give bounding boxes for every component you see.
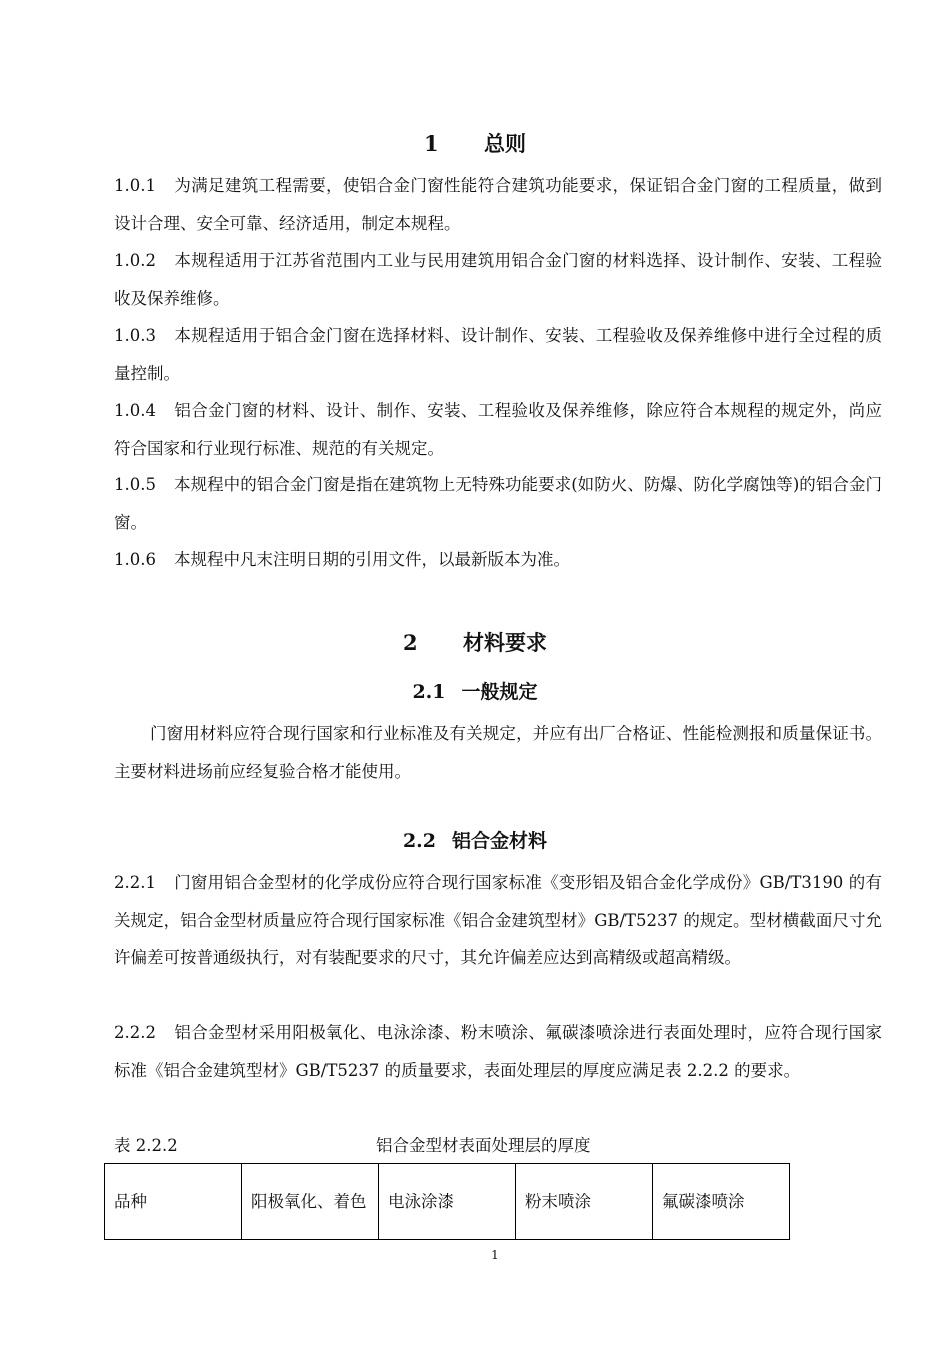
clause-text: 本规程适用于江苏省范围内工业与民用建筑用铝合金门窗的材料选择、设计制作、安装、工程验收及保养维修。 — [114, 251, 882, 308]
section-title: 铝合金材料 — [452, 830, 548, 852]
clause-1-0-6 — [114, 541, 882, 579]
clause-number: 1.0.1 — [114, 176, 156, 195]
clause-1-0-1 — [114, 167, 882, 242]
section-number: 2.1 — [412, 681, 446, 703]
clause-1-0-2 — [114, 242, 882, 317]
chapter-title: 总则 — [484, 131, 526, 156]
table-cell: 阳极氧化、着色 — [242, 1164, 379, 1240]
chapter-title: 材料要求 — [463, 630, 547, 655]
clause-2-2-2 — [114, 1014, 882, 1089]
clause-number: 1.0.4 — [114, 401, 156, 420]
clause-text: 门窗用铝合金型材的化学成份应符合现行国家标准《变形铝及铝合金化学成份》GB/T3190 的有关规定，铝合金型材质量应符合现行国家标准《铝合金建筑型材》GB/T5237 的规定。型材横截面尺寸允许偏差可按普通级执行，对有装配要求的尺寸，其允许偏差应达到高精级或超高精级。 — [114, 873, 882, 967]
clause-text: 铝合金型材采用阳极氧化、电泳涂漆、粉末喷涂、氟碳漆喷涂进行表面处理时，应符合现行国家标准《铝合金建筑型材》GB/T5237 的质量要求，表面处理层的厚度应满足表 2.2.2 的要求。 — [114, 1023, 882, 1080]
chapter-number: 2 — [403, 630, 418, 655]
clause-text: 本规程中的铝合金门窗是指在建筑物上无特殊功能要求(如防火、防爆、防化学腐蚀等)的铝合金门窗。 — [114, 475, 882, 532]
table-number: 表 2.2.2 — [114, 1136, 178, 1155]
table-cell: 粉末喷涂 — [516, 1164, 653, 1240]
clause-number: 1.0.5 — [114, 475, 156, 494]
clause-text: 铝合金门窗的材料、设计、制作、安装、工程验收及保养维修，除应符合本规程的规定外，尚应符合国家和行业现行标准、规范的有关规定。 — [114, 401, 882, 458]
section-number: 2.2 — [402, 830, 437, 852]
clause-number: 1.0.3 — [114, 326, 156, 345]
clause-2-2-1 — [114, 864, 882, 977]
clause-text: 本规程适用于铝合金门窗在选择材料、设计制作、安装、工程验收及保养维修中进行全过程的质量控制。 — [114, 326, 882, 383]
clause-number: 2.2.1 — [114, 873, 156, 892]
table-caption — [114, 1132, 882, 1160]
clause-text: 为满足建筑工程需要，使铝合金门窗性能符合建筑功能要求，保证铝合金门窗的工程质量，做到设计合理、安全可靠、经济适用，制定本规程。 — [114, 176, 882, 233]
table-cell: 品种 — [105, 1164, 242, 1240]
clause-1-0-3 — [114, 317, 882, 392]
table-title: 铝合金型材表面处理层的厚度 — [376, 1136, 591, 1155]
chapter-2-heading — [0, 627, 950, 657]
table-header-row — [105, 1164, 790, 1240]
clause-number: 2.2.2 — [114, 1023, 156, 1042]
clause-number: 1.0.2 — [114, 251, 156, 270]
section-2-1-heading — [0, 677, 950, 704]
clause-1-0-5 — [114, 466, 882, 541]
chapter-1-heading — [0, 128, 950, 158]
surface-treatment-table — [104, 1163, 790, 1240]
clause-1-0-4 — [114, 392, 882, 467]
chapter-number: 1 — [424, 131, 439, 156]
table-cell: 电泳涂漆 — [379, 1164, 516, 1240]
clause-number: 1.0.6 — [114, 550, 156, 569]
clause-text: 本规程中凡末注明日期的引用文件，以最新版本为准。 — [173, 550, 570, 569]
page-number: 1 — [491, 1248, 499, 1262]
section-2-1-text: 门窗用材料应符合现行国家和行业标准及有关规定，并应有出厂合格证、性能检测报和质量保证书。主要材料进场前应经复验合格才能使用。 — [114, 724, 882, 781]
table-cell: 氟碳漆喷涂 — [653, 1164, 790, 1240]
section-title: 一般规定 — [461, 681, 538, 703]
section-2-2-heading — [0, 826, 950, 853]
